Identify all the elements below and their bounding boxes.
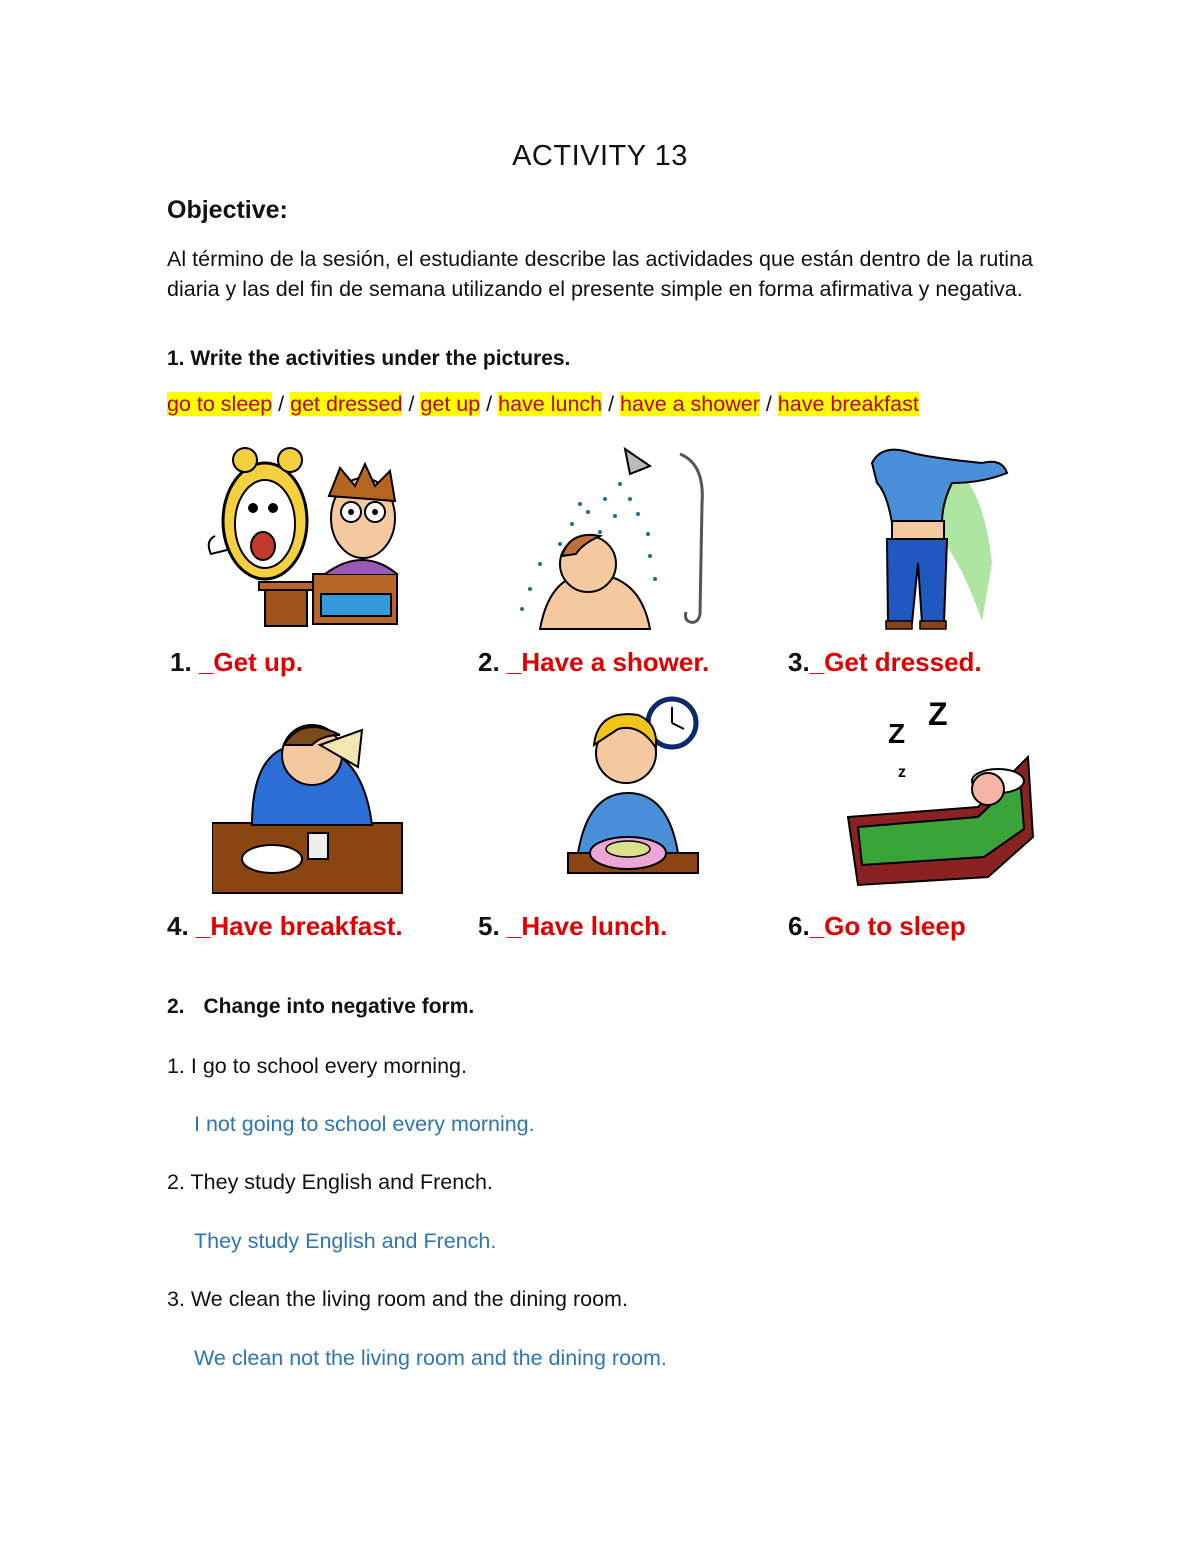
getting-dressed-picture: [832, 443, 1032, 633]
word-bank-item: have a shower: [620, 392, 760, 416]
word-bank: [167, 392, 919, 417]
word-separator: /: [759, 392, 778, 416]
svg-text:z: z: [898, 764, 906, 781]
section2-heading: [167, 995, 474, 1019]
objective-text: Al término de la sesión, el estudiante describe las actividades que están dentro de la rutina diaria y las del fin de semana utilizando el presente simple en forma afirmativa y negativa.: [167, 247, 1033, 301]
objective-heading: Objective:: [167, 196, 288, 224]
caption-3: [788, 647, 982, 678]
caption-number: 2.: [478, 647, 507, 677]
caption-answer: _Get up.: [198, 647, 303, 677]
caption-answer: _Have breakfast.: [195, 911, 403, 941]
caption-number: 3.: [788, 647, 810, 677]
word-bank-item: have breakfast: [777, 392, 919, 416]
caption-number: 5.: [478, 911, 507, 941]
section1-heading: 1. Write the activities under the pictures.: [167, 347, 571, 370]
word-bank-item: get dressed: [290, 392, 403, 416]
alarm-clock-wake-up-picture: [205, 446, 405, 636]
page-title: ACTIVITY 13: [512, 140, 688, 172]
shower-picture: [510, 444, 710, 634]
section2-number: 2.: [167, 995, 185, 1018]
word-bank-item: go to sleep: [167, 392, 273, 416]
exercise-answer: They study English and French.: [194, 1229, 497, 1253]
caption-1: [170, 647, 303, 678]
exercise-prompt: 1. I go to school every morning.: [167, 1054, 467, 1078]
exercise-prompt: 3. We clean the living room and the dining room.: [167, 1287, 628, 1311]
exercise-answer: I not going to school every morning.: [194, 1112, 535, 1136]
section2-title: Change into negative form.: [203, 995, 475, 1018]
caption-answer: _Have lunch.: [506, 911, 668, 941]
caption-number: 6.: [788, 911, 810, 941]
breakfast-picture: [212, 705, 412, 895]
caption-answer: _Get dressed.: [809, 647, 982, 677]
word-bank-item: get up: [420, 392, 481, 416]
caption-number: 1.: [170, 647, 199, 677]
lunch-picture: [548, 693, 748, 883]
svg-text:Z: Z: [888, 718, 906, 749]
sleeping-picture: [838, 697, 1038, 887]
exercise-prompt: 2. They study English and French.: [167, 1170, 493, 1194]
caption-4: [167, 911, 403, 942]
word-separator: /: [272, 392, 291, 416]
exercise-answer: We clean not the living room and the dining room.: [194, 1346, 667, 1370]
word-separator: /: [402, 392, 421, 416]
caption-answer: _Go to sleep: [809, 911, 966, 941]
word-separator: /: [480, 392, 499, 416]
word-bank-item: have lunch: [498, 392, 603, 416]
caption-2: [478, 647, 709, 678]
caption-number: 4.: [167, 911, 196, 941]
caption-5: [478, 911, 667, 942]
word-separator: /: [602, 392, 621, 416]
caption-6: [788, 911, 966, 942]
caption-answer: _Have a shower.: [506, 647, 710, 677]
svg-text:Z: Z: [928, 697, 948, 732]
